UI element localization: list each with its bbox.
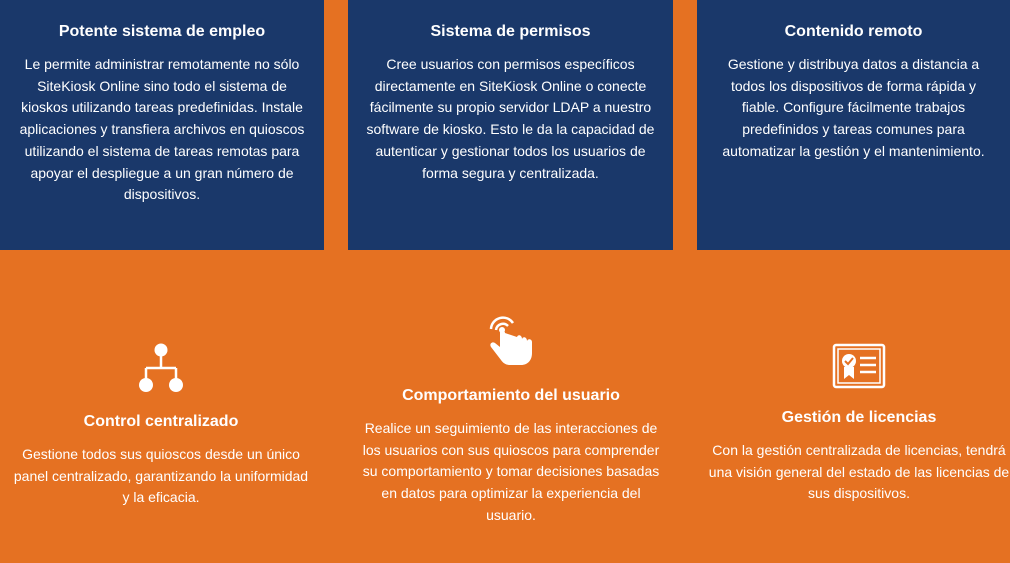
- hierarchy-icon: [135, 342, 187, 394]
- feature-text: Gestione todos sus quioscos desde un único panel centralizado, garantizando la uniformidad y la eficacia.: [13, 446, 309, 506]
- feature-text: Realice un seguimiento de las interacciones de los usuarios con sus quioscos para comprender su comportamiento y tomar decisiones basadas en datos para optimizar la experiencia del usuario.: [362, 420, 660, 523]
- tap-hand-icon: [483, 312, 539, 368]
- feature-text: Con la gestión centralizada de licencias, tendrá una visión general del estado de las licencias de sus dispositivos.: [708, 442, 1010, 502]
- feature-user-behavior: [360, 312, 662, 527]
- feature-title: Comportamiento del usuario: [402, 387, 620, 404]
- certificate-icon: [832, 342, 886, 390]
- card-title: Contenido remoto: [784, 23, 923, 40]
- feature-license-management: [708, 342, 1010, 505]
- card-text: Gestione y distribuya datos a distancia a todos los dispositivos de forma rápida y fiable. Configure fácilmente trabajos predefinidos y tareas comunes para automatizar la gestión y el mantenimiento.: [722, 56, 985, 159]
- feature-title: Control centralizado: [83, 413, 239, 430]
- top-feature-band: [0, 0, 1010, 250]
- card-text: Cree usuarios con permisos específicos directamente en SiteKiosk Online o conecte fácilmente su propio servidor LDAP a nuestro software de kiosko. Esto le da la capacidad de autenticar y gestionar todos los usuarios de forma segura y centralizada.: [366, 56, 655, 181]
- card-text: Le permite administrar remotamente no sólo SiteKiosk Online sino todo el sistema de kioskos utilizando tareas predefinidas. Instale aplicaciones y transfiera archivos en quioscos utilizando el sistema de tareas remotas para apoyar el despliegue a un gran número de dispositivos.: [19, 56, 305, 203]
- feature-centralized-control: [10, 342, 312, 509]
- card-permissions-system: [348, 0, 673, 250]
- card-remote-content: [697, 0, 1010, 250]
- card-deployment-system: [0, 0, 324, 250]
- feature-title: Gestión de licencias: [781, 409, 937, 426]
- card-title: Sistema de permisos: [430, 23, 591, 40]
- card-title: Potente sistema de empleo: [58, 23, 266, 40]
